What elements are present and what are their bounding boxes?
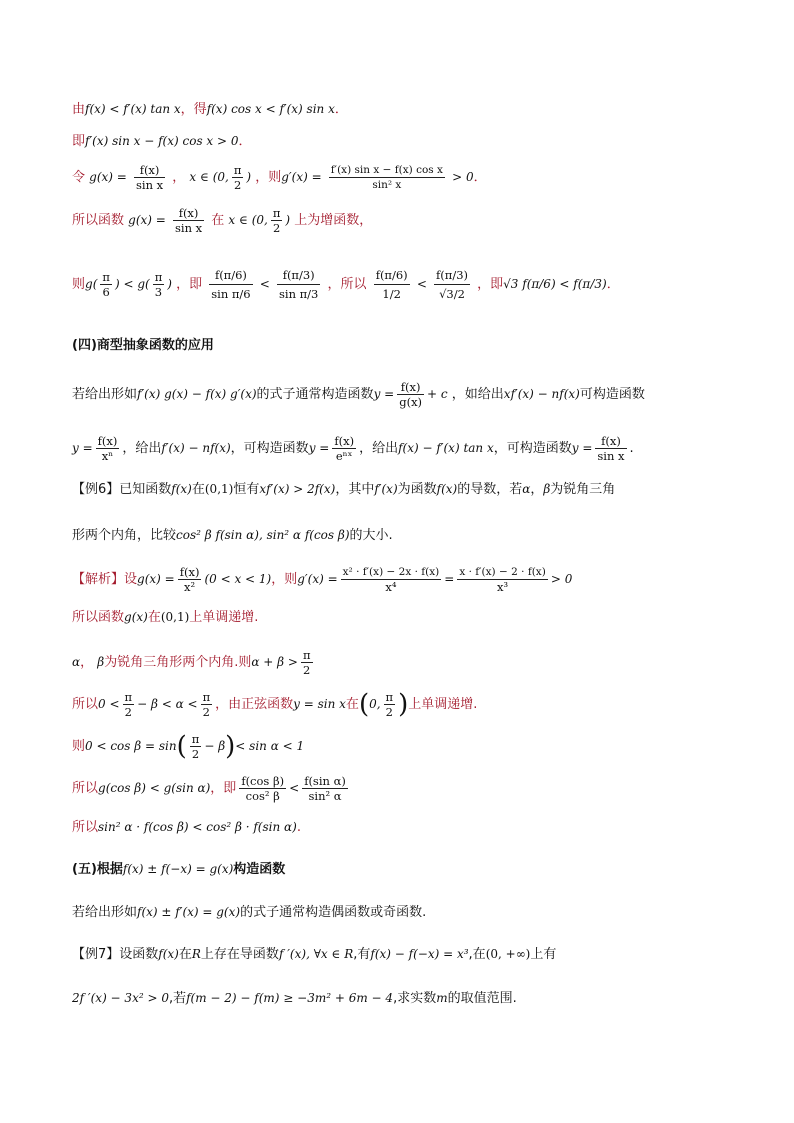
example-6-line-1 xyxy=(72,480,734,499)
formula: g(cos β) < g(sin α) xyxy=(98,781,211,795)
formula: y = xyxy=(72,441,93,455)
formula: xf′(x) > 2f(x) xyxy=(259,482,336,496)
formula: f(x) ± f(−x) = g(x) xyxy=(122,862,234,876)
text: 即 xyxy=(72,134,86,149)
formula: m xyxy=(436,991,448,1005)
formula: , ∀x ∈ R xyxy=(306,947,354,961)
formula: + c xyxy=(427,387,448,401)
solution-line-4 xyxy=(72,690,734,719)
text: 为函数 xyxy=(397,482,437,497)
formula: g(x) xyxy=(124,610,148,624)
fraction: $\frac{\text{x² · f′(x) − 2x · f(x)}}{\text{x⁴}}$ xyxy=(342,566,440,594)
formula: g(x) = xyxy=(89,170,127,184)
text: 所以 xyxy=(72,781,99,796)
text: ,求实数 xyxy=(393,991,437,1006)
formula: (0,1) xyxy=(204,482,234,496)
formula: 2f ′(x) − 3x² > 0 xyxy=(72,991,169,1005)
fraction: $\frac{\pi}{2}$ xyxy=(124,690,133,719)
example-7-line-2 xyxy=(72,989,734,1008)
formula: g(x) = xyxy=(128,213,166,227)
text: 则 xyxy=(72,277,86,292)
formula: ) xyxy=(398,689,409,720)
formula: f(x) − f′(x) tan x xyxy=(398,441,494,455)
text: 【例6】已知函数 xyxy=(72,482,172,497)
fraction: $\frac{\text{f′(x) sin x − f(x) cos x}}{\text{sin² x}}$ xyxy=(330,164,443,191)
formula: ) xyxy=(225,731,236,762)
text: 为锐角三角 xyxy=(550,482,616,497)
formula: < sin α < 1 xyxy=(235,739,305,753)
text: ． xyxy=(606,277,620,292)
formula: f(x) xyxy=(158,947,179,961)
paragraph-line-1 xyxy=(72,380,734,409)
text: 的大小. xyxy=(349,528,393,543)
text: 【例7】设函数 xyxy=(72,947,159,962)
text: ． xyxy=(238,134,252,149)
text: 上为增函数， xyxy=(294,213,373,228)
text: 所以函数 xyxy=(72,610,125,625)
text: 若给出形如 xyxy=(72,387,138,402)
formula: − β xyxy=(204,739,226,753)
formula: α xyxy=(72,655,81,669)
solution-line-1 xyxy=(72,565,734,594)
fraction: $\frac{f(\pi/3)}{√3/2}$ xyxy=(436,268,468,301)
text: 形两个内角，比较 xyxy=(72,528,177,543)
text: ，得 xyxy=(180,102,207,117)
text: 恒有 xyxy=(233,482,260,497)
text: 所以 xyxy=(72,820,99,835)
formula: x ∈ (0, xyxy=(189,170,229,184)
formula: y = xyxy=(308,441,330,455)
text: 则 xyxy=(72,739,86,754)
formula: f′(x) sin x − f(x) cos x > 0 xyxy=(85,134,239,148)
text: 的式子通常构造偶函数或奇函数. xyxy=(240,905,427,920)
text: ,若 xyxy=(168,991,187,1006)
text: ，则 xyxy=(271,572,298,587)
text: 为锐角三角形两个内角.则 xyxy=(104,655,252,670)
formula: ) xyxy=(285,213,291,227)
formula: = xyxy=(444,572,455,586)
text-line-5 xyxy=(72,266,734,303)
text: 所以 xyxy=(72,697,99,712)
formula: − β < α < xyxy=(137,697,198,711)
text: ,有 xyxy=(353,947,371,962)
text: 的导数，若 xyxy=(457,482,523,497)
formula: g(x) = xyxy=(137,572,175,586)
fraction: $\frac{f(\pi/6)}{1/2}$ xyxy=(375,268,408,301)
formula: cos² β f(sin α), sin² α f(cos β) xyxy=(176,528,350,542)
solution-line-2 xyxy=(72,608,734,627)
text: 在 xyxy=(178,947,192,962)
formula: f(x) < f′(x) tan x xyxy=(85,102,181,116)
formula: β xyxy=(97,655,105,669)
text: ，则 xyxy=(255,170,282,185)
text: ，由正弦函数 xyxy=(215,697,294,712)
formula: ) xyxy=(246,170,252,184)
fraction: $\frac{f(x)}{\text{sin x}}$ xyxy=(597,434,625,463)
formula: 0 < cos β = sin xyxy=(85,739,177,753)
text: 上单调递增. xyxy=(408,697,478,712)
example-6-line-2 xyxy=(72,526,734,545)
formula: f′(x) xyxy=(374,482,398,496)
paragraph-5 xyxy=(72,903,734,922)
formula: < xyxy=(416,277,427,291)
text: ，即 xyxy=(477,277,504,292)
text: ，给出 xyxy=(359,441,399,456)
text: . xyxy=(629,441,634,456)
fraction: $\frac{f(x)}{\text{eⁿˣ}}$ xyxy=(334,434,355,463)
text: 若给出形如 xyxy=(72,905,138,920)
formula: > 0 xyxy=(452,170,474,184)
text: 上单调递增. xyxy=(189,610,259,625)
text: ，给出 xyxy=(122,441,162,456)
text: 设 xyxy=(124,572,138,587)
heading-text: 构造函数 xyxy=(233,862,286,877)
solution-line-5 xyxy=(72,732,734,761)
text: ,在 xyxy=(468,947,486,962)
text: ，可构造函数 xyxy=(493,441,572,456)
text: 上存在导函数 xyxy=(200,947,279,962)
formula: α + β > xyxy=(251,655,298,669)
formula: g′(x) = xyxy=(281,170,322,184)
section-heading-4 xyxy=(72,337,734,355)
formula: f(x) ± f′(x) = g(x) xyxy=(137,905,241,919)
fraction: $\frac{\pi}{2}$ xyxy=(233,163,242,192)
formula: y = xyxy=(373,387,395,401)
text-line-3 xyxy=(72,163,734,192)
formula: ( xyxy=(358,689,370,720)
text: ， xyxy=(530,482,544,497)
formula: (0, +∞) xyxy=(485,947,531,961)
fraction: $\frac{\pi}{2}$ xyxy=(202,690,211,719)
text: ，即 xyxy=(176,277,203,292)
formula: f(x) xyxy=(171,482,192,496)
formula: g′(x) = xyxy=(297,572,338,586)
paragraph-line-2 xyxy=(72,434,734,463)
fraction: $\frac{f(\pi/3)}{\text{sin π/3}}$ xyxy=(278,268,319,301)
text-line-2 xyxy=(72,132,734,151)
formula: xf′(x) − nf(x) xyxy=(503,387,580,401)
fraction: $\frac{\pi}{6}$ xyxy=(102,270,110,299)
formula: f(x) xyxy=(436,482,458,496)
fraction: $\frac{f(x)}{g(x)}$ xyxy=(399,380,423,409)
section-heading-5 xyxy=(72,860,734,879)
formula: √3 f(π/6) < f(π/3) xyxy=(503,277,607,291)
fraction: $\frac{f(x)}{\text{x²}}$ xyxy=(179,565,200,594)
text: . xyxy=(296,820,301,835)
text: 的式子通常构造函数 xyxy=(256,387,374,402)
text: 上有 xyxy=(530,947,557,962)
formula: x ∈ (0, xyxy=(228,213,268,227)
fraction: $\frac{\pi}{2}$ xyxy=(385,690,394,719)
fraction: $\frac{f(x)}{\text{sin x}}$ xyxy=(174,206,203,235)
text: 在 xyxy=(211,213,225,228)
text-line-4 xyxy=(72,206,734,235)
formula: f(x) cos x < f′(x) sin x xyxy=(206,102,335,116)
formula: f(x) − f(−x) = x³ xyxy=(370,947,469,961)
text: 可构造函数 xyxy=(579,387,645,402)
example-7-line-1 xyxy=(72,945,734,964)
formula: sin² α · f(cos β) < cos² β · f(sin α) xyxy=(98,820,297,834)
text: ， xyxy=(80,655,94,670)
formula: f′(x) − nf(x) xyxy=(161,441,231,455)
text: ． xyxy=(334,102,348,117)
text: 在 xyxy=(345,697,359,712)
formula: f ′(x) xyxy=(278,947,307,961)
formula: (0 < x < 1) xyxy=(204,572,272,586)
text: ，所以 xyxy=(327,277,367,292)
fraction: $\frac{f(\pi/6)}{\text{sin π/6}}$ xyxy=(211,268,251,301)
formula: β xyxy=(543,482,551,496)
formula: > 0 xyxy=(550,572,573,586)
fraction: $\frac{\text{f(sin α)}}{\text{sin² α}}$ xyxy=(304,774,346,803)
text: ，即 xyxy=(210,781,237,796)
formula: R xyxy=(191,947,201,961)
formula: y = xyxy=(571,441,593,455)
formula: ) < g( xyxy=(114,277,150,291)
heading-text: (四)商型抽象函数的应用 xyxy=(72,338,214,353)
formula: ( xyxy=(176,731,187,762)
fraction: $\frac{\pi}{3}$ xyxy=(154,270,163,299)
text: 的取值范围. xyxy=(447,991,517,1006)
solution-line-3 xyxy=(72,648,734,677)
formula: < xyxy=(259,277,270,291)
fraction: $\frac{\pi}{2}$ xyxy=(302,648,311,677)
text: 令 xyxy=(72,170,86,185)
formula: y = sin x xyxy=(293,697,346,711)
solution-line-6 xyxy=(72,774,734,803)
text: 所以函数 xyxy=(72,213,125,228)
text-line-1 xyxy=(72,100,734,119)
text: 在 xyxy=(191,482,205,497)
formula: f(m − 2) − f(m) ≥ −3m² + 6m − 4 xyxy=(186,991,394,1005)
text: ，如给出 xyxy=(451,387,504,402)
text: ， xyxy=(172,170,186,185)
heading-text: (五)根据 xyxy=(72,862,123,877)
fraction: $\frac{\pi}{2}$ xyxy=(272,206,281,235)
fraction: $\frac{\text{f(cos β)}}{\text{cos² β}}$ xyxy=(241,774,285,803)
fraction: $\frac{x \cdot f'(x) - 2 \cdot f(x)}{\text{x³}}$ xyxy=(459,566,546,594)
formula: α xyxy=(522,482,531,496)
fraction: $\frac{f(x)}{\text{xⁿ}}$ xyxy=(97,434,118,463)
text: 由 xyxy=(72,102,86,117)
fraction: $\frac{f(x)}{\text{sin x}}$ xyxy=(135,163,164,192)
formula: f′(x) g(x) − f(x) g′(x) xyxy=(137,387,257,401)
formula: < xyxy=(289,781,300,795)
text: ． xyxy=(473,170,487,185)
formula: g( xyxy=(85,277,98,291)
solution-label: 【解析】 xyxy=(72,572,125,587)
formula: ) xyxy=(167,277,172,291)
text: 在 xyxy=(147,610,161,625)
solution-line-7 xyxy=(72,818,734,837)
text: ，可构造函数 xyxy=(230,441,309,456)
text: ，其中 xyxy=(335,482,375,497)
formula: (0,1) xyxy=(160,610,190,624)
fraction: $\frac{\pi}{2}$ xyxy=(191,732,200,761)
formula: 0, xyxy=(369,697,381,711)
formula: 0 < xyxy=(98,697,120,711)
